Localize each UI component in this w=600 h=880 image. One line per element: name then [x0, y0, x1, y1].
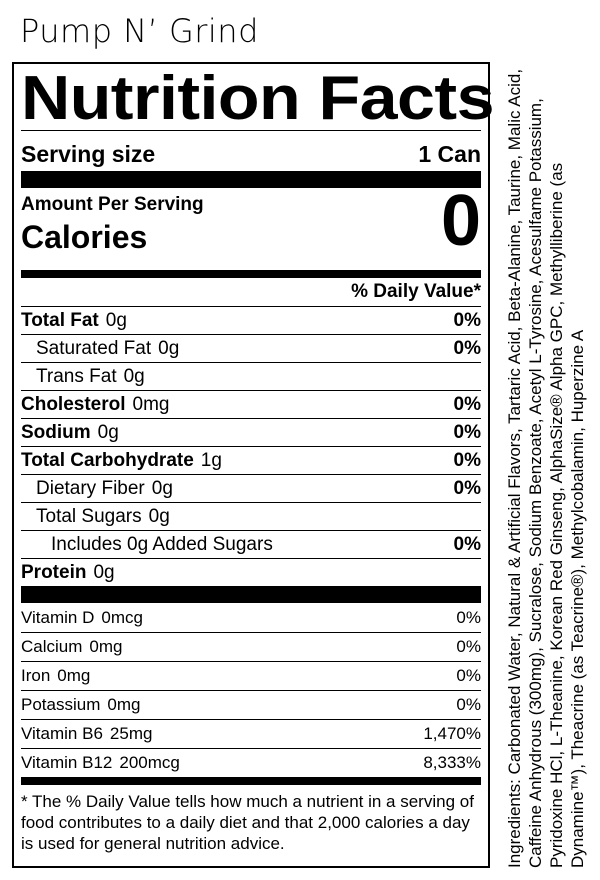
vitamin-row: [21, 661, 481, 690]
nutrient-row: [21, 334, 481, 362]
nutrient-daily-value: 0%: [453, 477, 481, 499]
nutrient-amount: 0mg: [132, 393, 170, 415]
nutrient-daily-value: 0%: [453, 309, 481, 331]
nutrient-label: Cholesterol: [21, 393, 126, 415]
serving-size-value: 1 Can: [418, 140, 481, 167]
nutrient-row: [21, 558, 481, 586]
nutrient-label: Total Sugars: [36, 505, 142, 527]
nutrient-label: Protein: [21, 561, 87, 583]
vitamin-name-amount: [21, 724, 152, 744]
nutrient-name: [21, 562, 115, 584]
nutrient-name: [21, 534, 273, 556]
vitamin-amount: 0mg: [89, 637, 123, 656]
nutrient-row: [21, 306, 481, 334]
nutrient-amount: 0g: [97, 421, 119, 443]
vitamin-daily-value: 8,333%: [423, 753, 481, 772]
nutrient-daily-value: 0%: [453, 449, 481, 471]
medium-divider: [21, 270, 481, 278]
nutrient-name: [21, 478, 173, 500]
vitamin-row: [21, 690, 481, 719]
vitamin-name: Potassium: [21, 695, 101, 714]
product-name: Pump N’ Grind: [20, 12, 259, 50]
vitamin-daily-value: 0%: [456, 637, 481, 656]
nutrient-name: [21, 506, 170, 528]
nutrient-label: Total Fat: [21, 309, 99, 331]
nutrient-row: [21, 474, 481, 502]
nutrient-amount: 0g: [158, 337, 180, 359]
nutrient-daily-value: 0%: [453, 421, 481, 443]
vitamin-name-amount: [21, 608, 143, 628]
nutrient-daily-value: 0%: [453, 533, 481, 555]
vitamin-amount: 0mg: [107, 695, 141, 714]
vitamin-name: Iron: [21, 666, 51, 685]
nutrient-name: [21, 310, 127, 332]
nutrient-row: [21, 362, 481, 390]
nutrient-label: Total Carbohydrate: [21, 449, 194, 471]
vitamin-daily-value: 1,470%: [423, 724, 481, 743]
calories-value: 0: [440, 181, 481, 261]
vitamin-daily-value: 0%: [456, 607, 481, 627]
vitamin-daily-value: 0%: [456, 666, 481, 685]
nutrient-name: [21, 394, 170, 416]
daily-value-footnote: * The % Daily Value tells how much a nutrient in a serving of food contributes to a daily diet and that 2,000 calories a day is used for general nutrition advice.: [21, 792, 474, 853]
vitamin-row: [21, 748, 481, 777]
ingredients-text: Ingredients: Carbonated Water, Natural & Artificial Flavors, Tartaric Acid, Beta-Alanine, Taurine, Malic Acid, Caffeine Anhydrous (300mg), Sucralose, Sodium Benzoate, Acetyl L-Tyrosine, Acesulfame Potassium, Pyridoxine HCl, L-Theanine, Korean Red Ginseng, AlphaSize® Alpha GPC, Methylliberine (as Dynamine™), Theacrine (as Teacrine®), Methylcobalamin, Huperzine A: [505, 68, 587, 868]
nutrient-row: [21, 390, 481, 418]
vitamin-name: Vitamin B12: [21, 753, 113, 772]
vitamin-amount: 0mg: [57, 666, 91, 685]
vitamin-amount: 0mcg: [101, 607, 143, 627]
nutrient-label: Trans Fat: [36, 365, 117, 387]
nutrient-amount: 0g: [151, 477, 173, 499]
nutrient-row: [21, 502, 481, 530]
nutrient-label: Sodium: [21, 421, 91, 443]
vitamin-name-amount: [21, 666, 90, 686]
vitamin-row: [21, 603, 481, 632]
calories-block: [21, 181, 481, 270]
nutrient-row: [21, 530, 481, 558]
nutrient-daily-value: 0%: [453, 393, 481, 415]
vitamin-row: [21, 719, 481, 748]
daily-value-header: % Daily Value*: [351, 281, 481, 302]
vitamin-list: [21, 603, 481, 777]
nutrient-name: [21, 366, 145, 388]
nutrition-facts-panel: [12, 62, 494, 868]
amount-per-serving-label: Amount Per Serving: [21, 194, 204, 215]
nutrient-name: [21, 450, 222, 472]
serving-size-label: Serving size: [21, 140, 156, 167]
vitamin-name: Vitamin B6: [21, 724, 103, 743]
serving-size-row: [21, 137, 481, 171]
medium-divider: [21, 777, 481, 785]
nutrient-amount: 0g: [105, 309, 127, 331]
vitamin-row: [21, 632, 481, 661]
nutrient-list: [21, 306, 481, 586]
thick-divider: [21, 586, 481, 603]
vitamin-daily-value: 0%: [456, 695, 481, 714]
nutrient-name: [21, 422, 119, 444]
vitamin-name-amount: [21, 695, 140, 715]
vitamin-amount: 25mg: [109, 724, 153, 743]
nutrient-label: Includes 0g Added Sugars: [51, 533, 273, 555]
nutrient-name: [21, 338, 179, 360]
nutrient-label: Saturated Fat: [36, 337, 152, 359]
nutrient-amount: 0g: [148, 505, 170, 527]
nutrient-daily-value: 0%: [453, 337, 481, 359]
vitamin-name: Vitamin D: [21, 607, 95, 627]
nutrient-amount: 0g: [123, 365, 145, 387]
vitamin-name: Calcium: [21, 637, 83, 656]
calories-label: Calories: [21, 219, 148, 255]
vitamin-amount: 200mcg: [119, 753, 180, 772]
nutrient-label: Dietary Fiber: [36, 477, 145, 499]
nutrient-amount: 0g: [93, 561, 115, 583]
nutrient-row: [21, 418, 481, 446]
thick-divider: [21, 171, 481, 188]
nutrient-row: [21, 446, 481, 474]
nutrition-facts-title: Nutrition Facts: [21, 64, 494, 133]
vitamin-name-amount: [21, 753, 180, 773]
vitamin-name-amount: [21, 637, 122, 657]
nutrient-amount: 1g: [200, 449, 222, 471]
